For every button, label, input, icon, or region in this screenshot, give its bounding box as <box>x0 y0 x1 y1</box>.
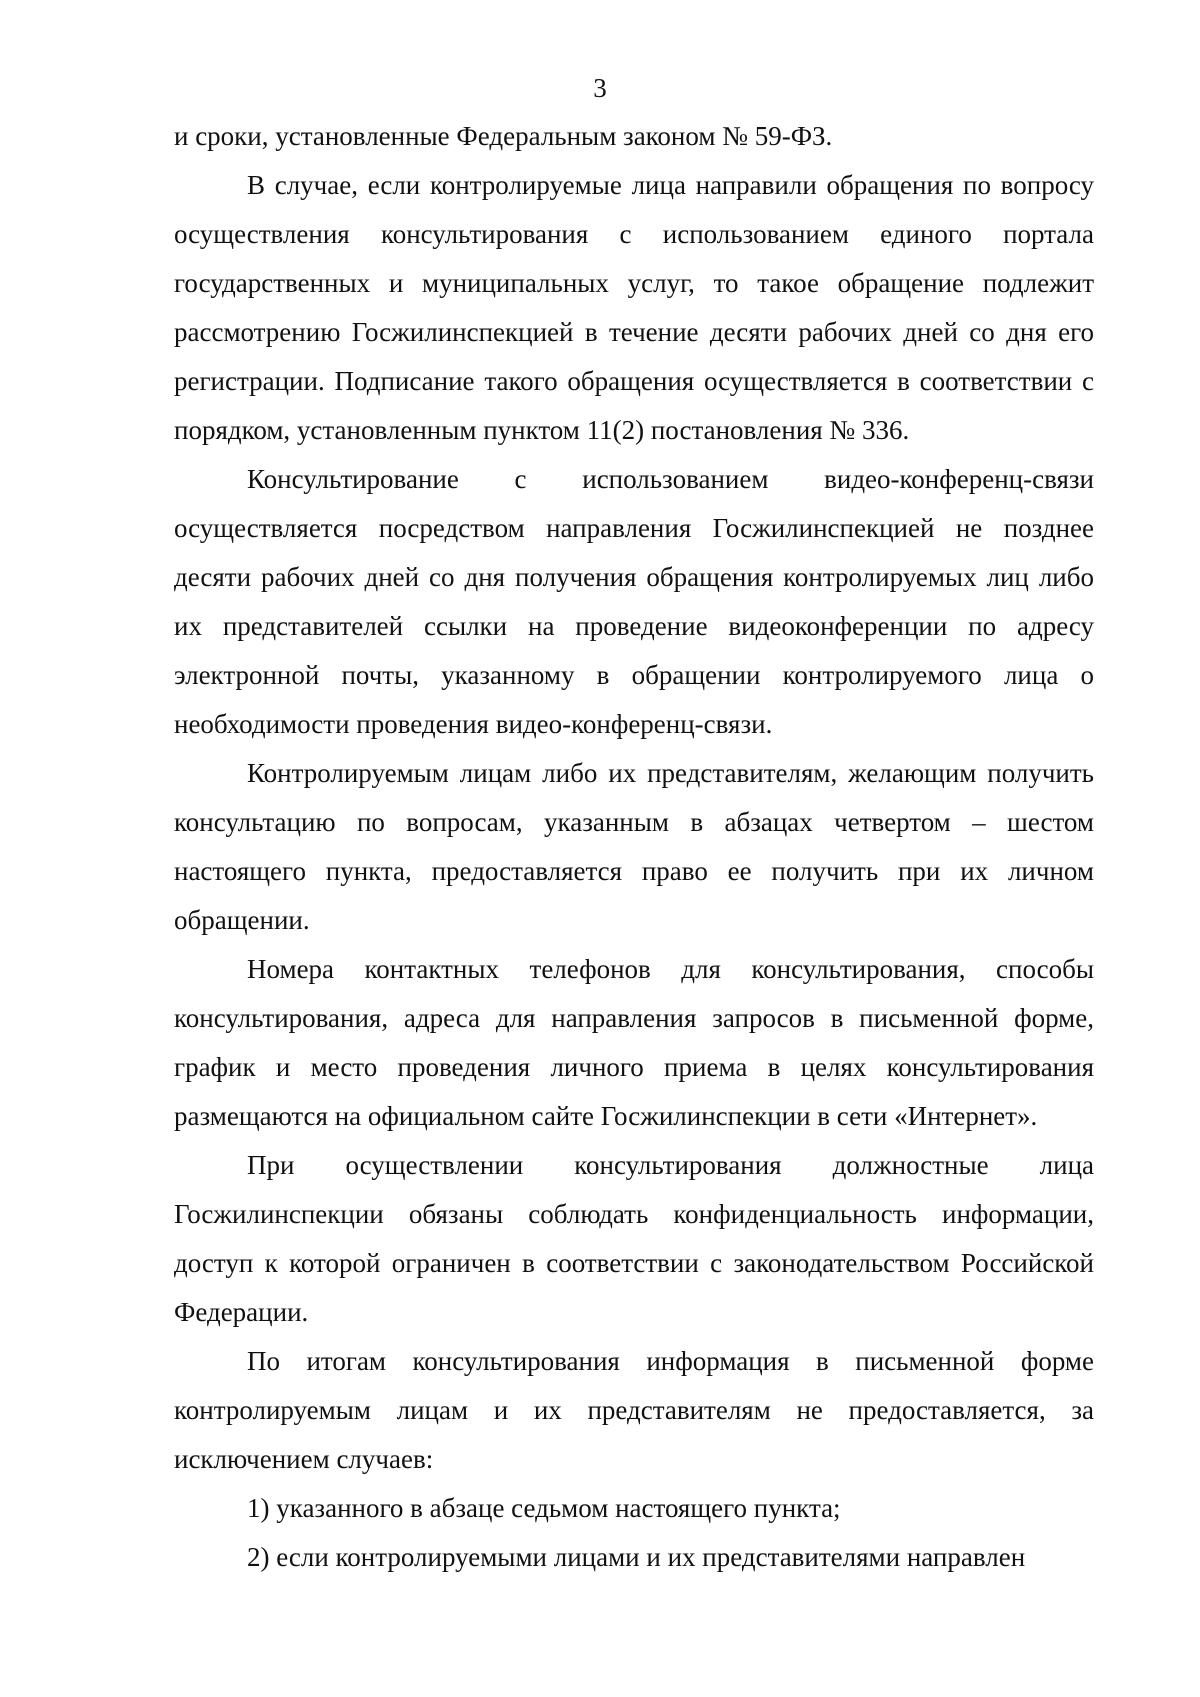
page-number: 3 <box>593 73 607 103</box>
document-body <box>174 112 1094 1582</box>
paragraph-personal-consultation: Контролируемым лицам либо их представителям, желающим получить консультацию по вопросам, указанным в абзацах четвертом – шестом настоящего пункта, предоставляется право ее получить при их личном обращении. <box>174 758 1094 935</box>
paragraph-confidentiality: При осуществлении консультирования должностные лица Госжилинспекции обязаны соблюдать конфиденциальность информации, доступ к которой ограничен в соответствии с законодательством Российской Федерации. <box>174 1150 1094 1327</box>
list-item-1: 1) указанного в абзаце седьмом настоящего пункта; <box>247 1493 841 1523</box>
list-item-2: 2) если контролируемыми лицами и их представителями направлен <box>247 1542 1026 1572</box>
paragraph-continuation: и сроки, установленные Федеральным законом № 59-ФЗ. <box>174 121 833 151</box>
paragraph-portal-requests: В случае, если контролируемые лица направили обращения по вопросу осуществления консультирования с использованием единого портала государственных и муниципальных услуг, то такое обращение подлежит рассмотрению Госжилинспекцией в течение десяти рабочих дней со дня его регистрации. Подписание такого обращения осуществляется в соответствии с порядком, установленным пунктом 11(2) постановления № 336. <box>174 170 1094 445</box>
paragraph-video-conference: Консультирование с использованием видео-конференц-связи осуществляется посредством направления Госжилинспекцией не позднее десяти рабочих дней со дня получения обращения контролируемых лиц либо их представителей ссылки на проведение видеоконференции по адресу электронной почты, указанному в обращении контролируемого лица о необходимости проведения видео-конференц-связи. <box>174 464 1094 739</box>
paragraph-contact-information: Номера контактных телефонов для консультирования, способы консультирования, адреса для направления запросов в письменной форме, график и место проведения личного приема в целях консультирования размещаются на официальном сайте Госжилинспекции в сети «Интернет». <box>174 954 1094 1131</box>
paragraph-written-response: По итогам консультирования информация в письменной форме контролируемым лицам и их представителям не предоставляется, за исключением случаев: <box>174 1346 1094 1474</box>
